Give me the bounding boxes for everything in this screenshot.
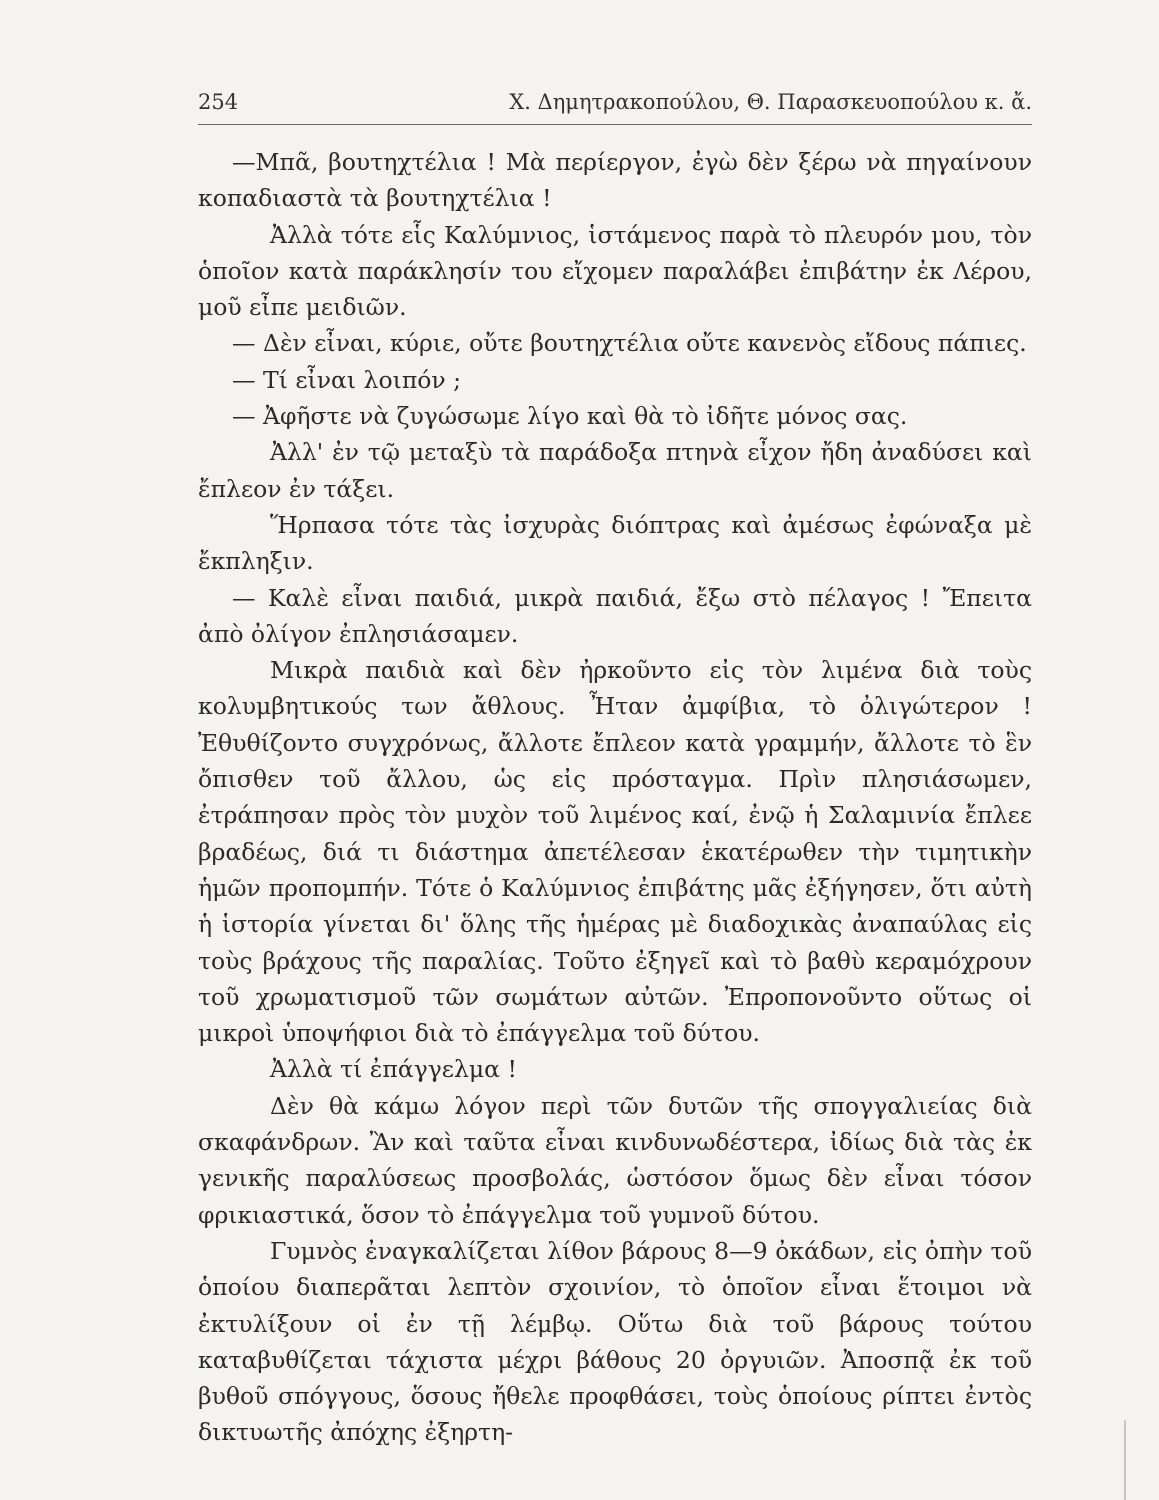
running-head: Χ. Δημητρακοπούλου, Θ. Παρασκευοπούλου κ. ἄ. [509, 90, 1032, 114]
page-header [198, 90, 1032, 122]
paragraph: Δὲν θὰ κάμω λόγον περὶ τῶν δυτῶν τῆς σπογγαλιείας διὰ σκαφάνδρων. Ἂν καὶ ταῦτα εἶναι κινδυνωδέστερα, ἰδίως διὰ τὰς ἐκ γενικῆς παραλύσεως προσβολάς, ὡστόσον ὅμως δὲν εἶναι τόσον φρικιαστικά, ὅσον τὸ ἐπάγγελμα τοῦ γυμνοῦ δύτου. [198, 1091, 1032, 1229]
paragraph: Ἀλλὰ τότε εἷς Καλύμνιος, ἱστάμενος παρὰ τὸ πλευρόν μου, τὸν ὁποῖον κατὰ παράκλησίν του εἴχομεν παραλάβει ἐπιβάτην ἐκ Λέρου, μοῦ εἶπε μειδιῶν. [198, 220, 1032, 322]
paragraph: Ἥρπασα τότε τὰς ἰσχυρὰς διόπτρας καὶ ἀμέσως ἐφώναξα μὲ ἔκπληξιν. [198, 510, 1032, 576]
paragraph: — Ἀφῆστε νὰ ζυγώσωμε λίγο καὶ θὰ τὸ ἰδῆτε μόνος σας. [232, 402, 908, 431]
paragraph: Μικρὰ παιδιὰ καὶ δὲν ἠρκοῦντο εἰς τὸν λιμένα διὰ τοὺς κολυμβητικούς των ἄθλους. Ἦταν ἀμφίβια, τὸ ὀλιγώτερον ! Ἐθυθίζοντο συγχρόνως, ἄλλοτε ἔπλεον κατὰ γραμμήν, ἄλλοτε τὸ ἓν ὄπισθεν τοῦ ἄλλου, ὡς εἰς πρόσταγμα. Πρὶν πλησιάσωμεν, ἐτράπησαν πρὸς τὸν μυχὸν τοῦ λιμένος καί, ἐνῷ ἡ Σαλαμινία ἔπλεε βραδέως, διά τι διάστημα ἀπετέλεσαν ἑκατέρωθεν τὴν τιμητικὴν ἡμῶν προπομπήν. Τότε ὁ Καλύμνιος ἐπιβάτης μᾶς ἐξήγησεν, ὅτι αὐτὴ ἡ ἱστορία γίνεται δι' ὅλης τῆς ἡμέρας μὲ διαδοχικὰς ἀναπαύλας εἰς τοὺς βράχους τῆς παραλίας. Τοῦτο ἐξηγεῖ καὶ τὸ βαθὺ κεραμόχρουν τοῦ χρωματισμοῦ τῶν σωμάτων αὐτῶν. Ἐπροπονοῦντο οὕτως οἱ μικροὶ ὑποψήφιοι διὰ τὸ ἐπάγγελμα τοῦ δύτου. [198, 656, 1032, 1048]
paragraph: — Καλὲ εἶναι παιδιά, μικρὰ παιδιά, ἔξω στὸ πέλαγος ! Ἔπειτα ἀπὸ ὀλίγον ἐπλησιάσαμεν. [198, 583, 1032, 648]
paragraph: —Μπᾶ, βουτηχτέλια ! Μὰ περίεργον, ἐγὼ δὲν ξέρω νὰ πηγαίνουν κοπαδιαστὰ τὰ βουτηχτέλια ! [198, 148, 1032, 213]
paragraph: Ἀλλ' ἐν τῷ μεταξὺ τὰ παράδοξα πτηνὰ εἶχον ἤδη ἀναδύσει καὶ ἔπλεον ἐν τάξει. [198, 438, 1032, 503]
paragraph: Γυμνὸς ἐναγκαλίζεται λίθον βάρους 8—9 ὀκάδων, εἰς ὀπὴν τοῦ ὁποίου διαπερᾶται λεπτὸν σχοινίον, τὸ ὁποῖον εἶναι ἕτοιμοι νὰ ἐκτυλίξουν οἱ ἐν τῇ λέμβῳ. Οὕτω διὰ τοῦ βάρους τούτου καταβυθίζεται τάχιστα μέχρι βάθους 20 ὀργυιῶν. Ἀποσπᾷ ἐκ τοῦ βυθοῦ σπόγγους, ὅσους ἤθελε προφθάσει, τοὺς ὁποίους ρίπτει ἐντὸς δικτυωτῆς ἀπόχης ἐξηρτη- [198, 1236, 1032, 1447]
page-number: 254 [198, 90, 239, 114]
paragraph: — Τί εἶναι λοιπόν ; [232, 365, 462, 394]
header-rule [198, 124, 1032, 125]
paragraph: — Δὲν εἶναι, κύριε, οὔτε βουτηχτέλια οὔτε κανενὸς εἴδους πάπιες. [232, 329, 1027, 358]
scan-edge-mark [1124, 1420, 1126, 1500]
body-text [198, 144, 1032, 1451]
paragraph: Ἀλλὰ τί ἐπάγγελμα ! [270, 1055, 517, 1084]
